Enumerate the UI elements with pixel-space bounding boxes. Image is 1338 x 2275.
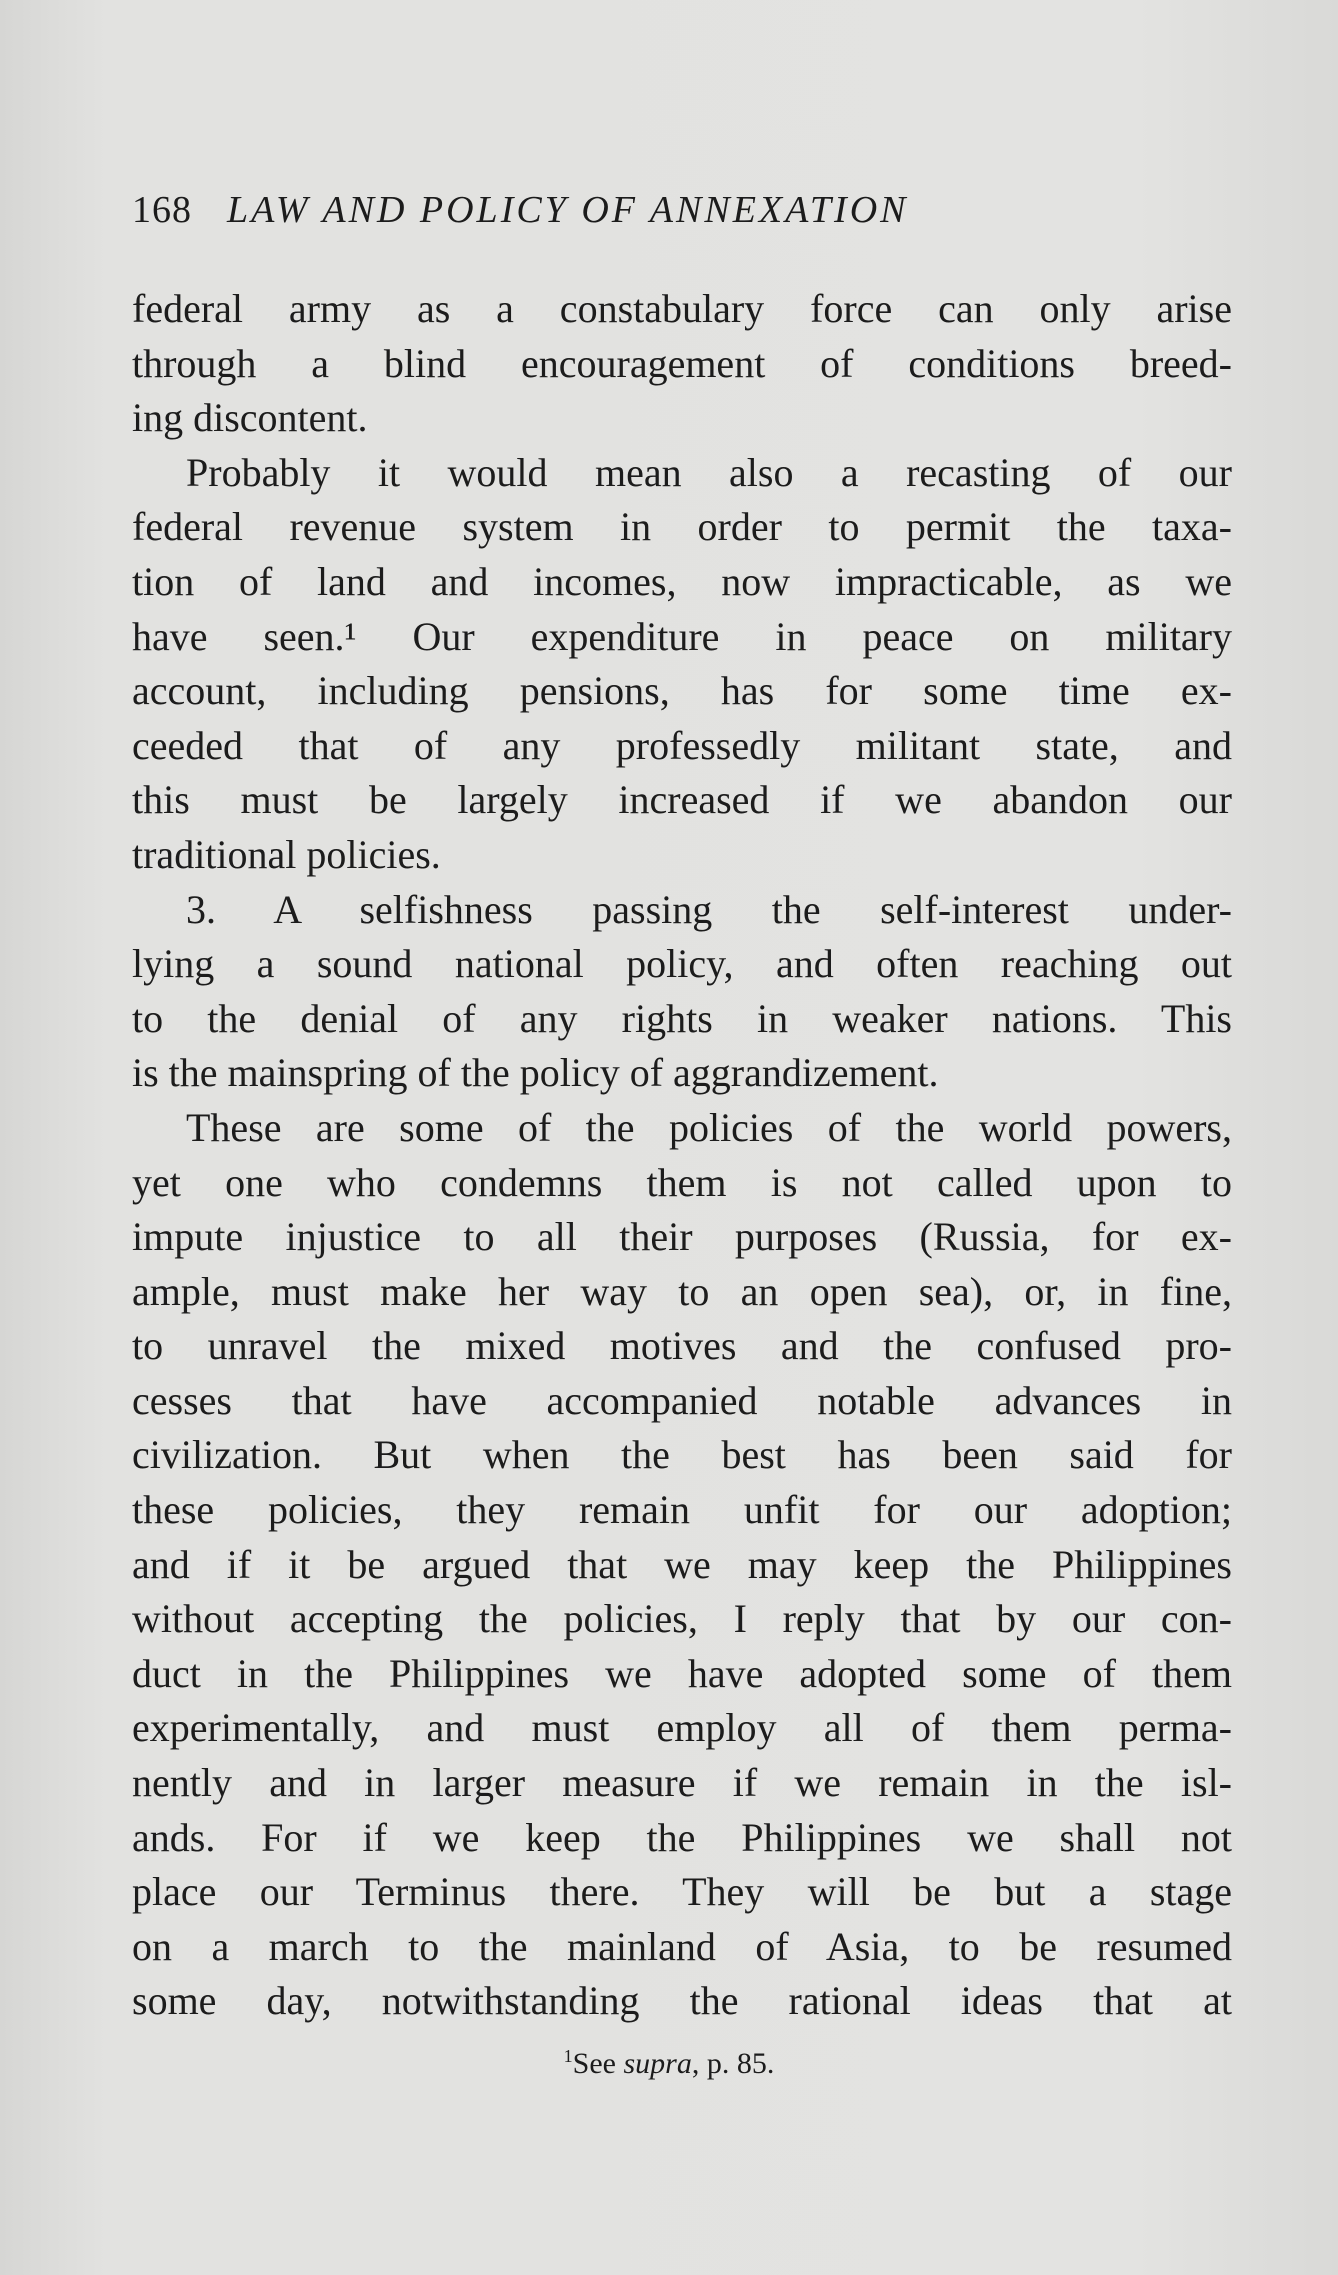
text-line: on a march to the mainland of Asia, to be resumed (132, 1923, 1232, 1969)
text-line: ceeded that of any professedly militant state, and (132, 722, 1232, 768)
text-line: have seen.¹ Our expenditure in peace on military (132, 613, 1232, 659)
footnote-marker: 1 (563, 2046, 573, 2066)
text-line: this must be largely increased if we abandon our (132, 777, 1232, 823)
footnote-prefix: See (572, 2047, 616, 2080)
text-line: ing discontent. (132, 395, 368, 441)
text-line: to unravel the mixed motives and the confused pro- (132, 1323, 1232, 1369)
text-line: These are some of the policies of the world powers, (186, 1104, 1232, 1150)
text-line: cesses that have accompanied notable advances in (132, 1377, 1232, 1423)
page-header (132, 180, 1232, 240)
text-line: federal revenue system in order to permit the taxa- (132, 504, 1232, 550)
text-line: yet one who condemns them is not called upon to (132, 1159, 1232, 1205)
text-line: nently and in larger measure if we remain in the isl- (132, 1760, 1232, 1806)
footnote-suffix: , p. 85. (691, 2047, 775, 2080)
text-line: federal army as a constabulary force can only arise (132, 286, 1232, 331)
footnote (0, 2036, 1338, 2084)
text-line: tion of land and incomes, now impracticable, as we (132, 558, 1232, 604)
text-line: experimentally, and must employ all of them perma- (132, 1705, 1232, 1751)
footnote-italic: supra (623, 2047, 692, 2080)
text-line: 3. A selfishness passing the self-interest under- (186, 886, 1232, 932)
text-line: to the denial of any rights in weaker nations. This (132, 995, 1232, 1041)
text-line: is the mainspring of the policy of aggrandizement. (132, 1050, 939, 1096)
text-line: traditional policies. (132, 831, 441, 877)
text-line: through a blind encouragement of conditions breed- (132, 340, 1232, 386)
text-line: some day, notwithstanding the rational ideas that at (132, 1978, 1232, 2024)
text-line: impute injustice to all their purposes (Russia, for ex- (132, 1214, 1232, 1260)
body-text (132, 282, 1232, 2029)
text-line: Probably it would mean also a recasting of our (186, 449, 1232, 495)
text-line: place our Terminus there. They will be but a stage (132, 1869, 1232, 1915)
text-line: ample, must make her way to an open sea), or, in fine, (132, 1268, 1232, 1314)
text-line: account, including pensions, has for some time ex- (132, 668, 1232, 714)
page-number: 168 (132, 189, 192, 231)
text-line: lying a sound national policy, and often reaching out (132, 941, 1232, 987)
text-line: and if it be argued that we may keep the Philippines (132, 1541, 1232, 1587)
text-line: ands. For if we keep the Philippines we shall not (132, 1814, 1232, 1860)
text-line: civilization. But when the best has been said for (132, 1432, 1232, 1478)
text-line: these policies, they remain unfit for our adoption; (132, 1487, 1232, 1533)
running-title: LAW AND POLICY OF ANNEXATION (227, 189, 909, 231)
text-line: without accepting the policies, I reply that by our con- (132, 1596, 1232, 1642)
text-line: duct in the Philippines we have adopted some of them (132, 1650, 1232, 1696)
